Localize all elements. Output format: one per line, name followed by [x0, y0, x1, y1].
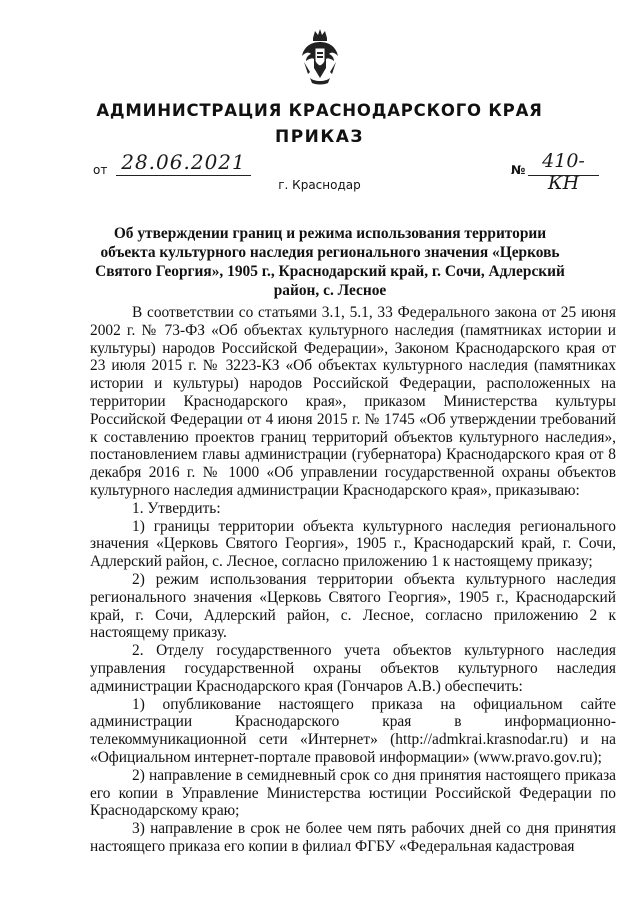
document-title: Об утверждении границ и режима использования территории объекта культурного наследия регионального значения «Церковь Святого Георгия», 1905 г., Краснодарский край, г. Сочи, Адлерский район, с. Лесное [95, 225, 565, 299]
handwritten-date: 28.06.2021 [121, 150, 246, 174]
number-underline [528, 175, 599, 176]
document-body [90, 304, 616, 856]
document-type: ПРИКАЗ [274, 127, 365, 147]
date-underline [116, 175, 251, 176]
handwritten-number: 410-КН [542, 150, 585, 194]
preamble-paragraph: В соответствии со статьями 3.1, 5.1, 33 Федерального закона от 25 июня 2002 г. № 73-ФЗ «Об объектах культурного наследия (памятниках истории и культуры) народов Российской Федерации», Законом Краснодарского края от 23 июля 2015 г. № 3223-КЗ «Об объектах культурного наследия (памятниках истории и культуры) народов Российской Федерации, расположенных на территории Краснодарского края», приказом Министерства культуры Российской Федерации от 4 июня 2015 г. № 1745 «Об утверждении требований к составлению проектов границ территорий объектов культурного наследия», постановлением главы администрации (губернатора) Краснодарского края от 8 декабря 2016 г. № 1000 «Об управлении государственной охраны объектов культурного наследия администрации Краснодарского края», приказываю: [90, 304, 616, 499]
organization-name: АДМИНИСТРАЦИЯ КРАСНОДАРСКОГО КРАЯ [96, 101, 543, 120]
number-prefix: № [511, 163, 526, 177]
clause-2-1: 1) опубликование настоящего приказа на официальном сайте администрации Краснодарского края в информационно-телекоммуникационной сети «Интернет» (http://admkrai.krasnodar.ru) и на «Официальном интернет-портале правовой информации» (www.pravo.gov.ru); [90, 695, 616, 766]
coat-of-arms-icon [300, 28, 340, 86]
clause-1: 1. Утвердить: [132, 499, 221, 517]
clause-2-2: 2) направление в семидневный срок со дня принятия настоящего приказа его копии в Управление Министерства юстиции Российской Федерации по Краснодарскому краю; [90, 766, 616, 820]
clause-2: 2. Отделу государственного учета объектов культурного наследия управления государственной охраны объектов культурного наследия администрации Краснодарского края (Гончаров А.В.) обеспечить: [90, 642, 616, 695]
clause-1-1: 1) границы территории объекта культурного наследия регионального значения «Церковь Святого Георгия», 1905 г., Краснодарский край, г. Сочи, Адлерский район, с. Лесное, согласно приложению 1 к настоящему приказу; [90, 517, 616, 571]
clause-1-2: 2) режим использования территории объекта культурного наследия регионального значения «Церковь Святого Георгия», 1905 г., Краснодарский край, г. Сочи, Адлерский район, с. Лесное, согласно приложению 2 к настоящему приказу. [90, 570, 616, 642]
city-line: г. Краснодар [278, 178, 361, 192]
clause-2-3: 3) направление в срок не более чем пять рабочих дней со дня принятия настоящего приказа его копии в филиал ФГБУ «Федеральная кадастровая [90, 820, 616, 855]
date-prefix: от [93, 163, 108, 177]
